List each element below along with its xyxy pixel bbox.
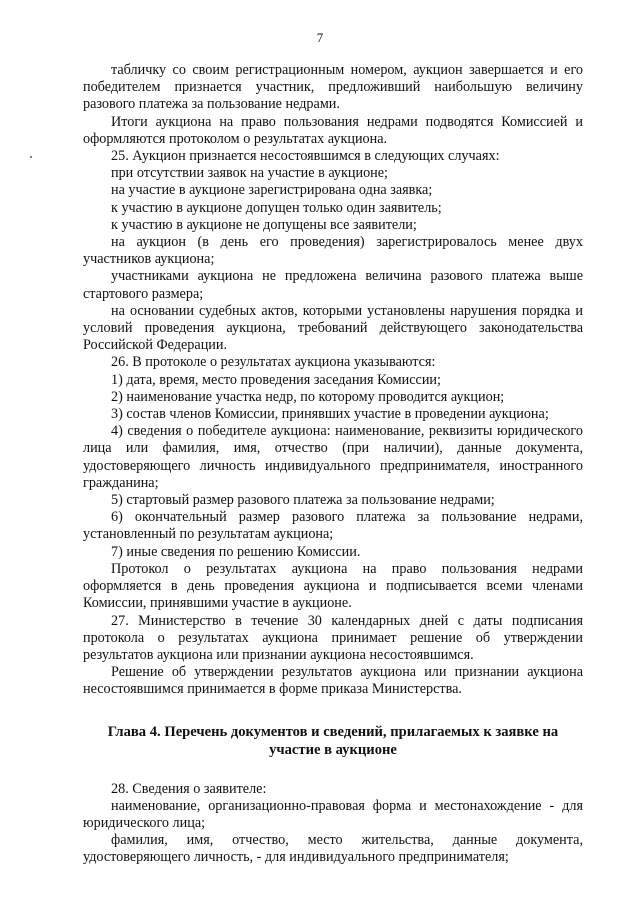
clause-25-item-no-applications: при отсутствии заявок на участие в аукционе; — [111, 165, 388, 182]
clause-26-item-6: 6) окончательный размер разового платежа за пользование недрами, установленный по результатам аукциона; — [83, 509, 583, 543]
clause-27: 27. Министерство в течение 30 календарных дней с даты подписания протокола о результатах аукциона принимает решение об утверждении результатов аукциона или признании аукциона несостоявшимся. — [83, 612, 583, 663]
clause-26-item-4: 4) сведения о победителе аукциона: наименование, реквизиты юридического лица или фамилия, имя, отчество (при наличии), данные документа, удостоверяющего личность индивидуального предпринимателя, иностранного гражданина; — [83, 423, 583, 491]
clause-28-item-entrepreneur: фамилия, имя, отчество, место жительства, данные документа, удостоверяющего личность, - для индивидуального предпринимателя; — [83, 832, 583, 866]
clause-25-item-no-higher-bid: участниками аукциона не предложена величина разового платежа выше стартового размера; — [83, 268, 583, 302]
scan-speck — [30, 156, 32, 158]
clause-28-item-legal-entity: наименование, организационно-правовая форма и местонахождение - для юридического лица; — [83, 797, 583, 831]
page-number: 7 — [316, 30, 324, 45]
clause-26-item-7: 7) иные сведения по решению Комиссии. — [111, 543, 361, 560]
paragraph-protocol-signing: Протокол о результатах аукциона на право пользования недрами оформляется в день проведения аукциона и подписывается всеми членами Комиссии, принявшими участие в аукционе. — [83, 560, 583, 612]
clause-26-heading: 26. В протоколе о результатах аукциона указываются: — [111, 354, 436, 371]
chapter-heading-line-2: участие в аукционе — [269, 741, 397, 758]
clause-26-item-5: 5) стартовый размер разового платежа за пользование недрами; — [111, 492, 495, 509]
document-body — [83, 62, 583, 867]
clause-25-item-one-applicant: к участию в аукционе допущен только один заявитель; — [111, 199, 442, 216]
clause-25-item-fewer-than-two: на аукцион (в день его проведения) зарегистрировалось менее двух участников аукциона; — [83, 234, 583, 268]
paragraph-ministry-order: Решение об утверждении результатов аукциона или признании аукциона несостоявшимся принимается в форме приказа Министерства. — [83, 664, 583, 698]
clause-26-item-2: 2) наименование участка недр, по которому проводится аукцион; — [111, 388, 505, 405]
clause-25-heading: 25. Аукцион признается несостоявшимся в следующих случаях: — [111, 148, 500, 165]
chapter-heading — [83, 723, 583, 759]
clause-26-item-1: 1) дата, время, место проведения заседания Комиссии; — [111, 371, 441, 388]
clause-26-item-3: 3) состав членов Комиссии, принявших участие в проведении аукциона; — [111, 406, 549, 423]
chapter-heading-line-1: Глава 4. Перечень документов и сведений, прилагаемых к заявке на — [107, 723, 559, 740]
paragraph-auction-winner: табличку со своим регистрационным номером, аукцион завершается и его победителем признается участник, предложивший наибольшую величину разового платежа за пользование недрами. — [83, 62, 583, 113]
clause-25-item-one-application: на участие в аукционе зарегистрирована одна заявка; — [111, 182, 433, 199]
clause-25-item-none-admitted: к участию в аукционе не допущены все заявители; — [111, 216, 417, 233]
clause-25-item-court-acts: на основании судебных актов, которыми установлены нарушения порядка и условий проведения аукциона, требований действующего законодательства Российской Федерации. — [83, 302, 583, 354]
paragraph-auction-results: Итоги аукциона на право пользования недрами подводятся Комиссией и оформляются протоколом о результатах аукциона. — [83, 113, 583, 147]
clause-28-heading: 28. Сведения о заявителе: — [111, 780, 267, 797]
